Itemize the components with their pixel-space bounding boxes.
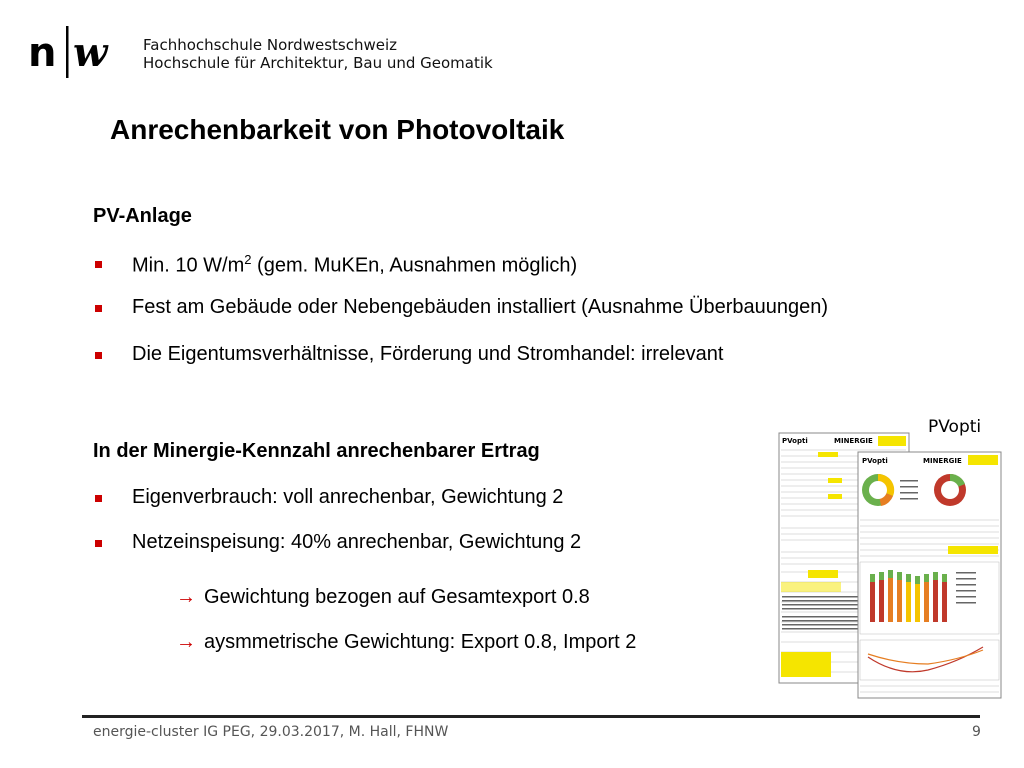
section-heading-minergie: In der Minergie-Kennzahl anrechenbarer Ertrag	[93, 440, 540, 462]
arrow-point	[176, 586, 590, 609]
institution-line-2: Hochschule für Architektur, Bau und Geomatik	[143, 54, 493, 72]
institution-name	[143, 36, 493, 72]
arrow-right-icon: →	[176, 586, 196, 608]
arrow-right-icon: →	[176, 631, 196, 653]
institution-line-1: Fachhochschule Nordwestschweiz	[143, 36, 397, 54]
bullet-text-suffix: (gem. MuKEn, Ausnahmen möglich)	[251, 254, 578, 277]
back-sheet-title: PVopti	[782, 437, 808, 445]
bullet-text: Die Eigentumsverhältnisse, Förderung und Stromhandel: irrelevant	[132, 343, 724, 365]
bullet-square-icon	[95, 540, 102, 547]
footer-divider	[82, 715, 980, 718]
bullet-text: Eigenverbrauch: voll anrechenbar, Gewichtung 2	[132, 486, 564, 508]
pvopti-label: PVopti	[928, 417, 982, 437]
arrow-point-text: Gewichtung bezogen auf Gesamtexport 0.8	[204, 586, 590, 608]
arrow-point-text: aysmmetrische Gewichtung: Export 0.8, Import 2	[204, 631, 637, 653]
footer-text: energie-cluster IG PEG, 29.03.2017, M. Hall, FHNW	[93, 724, 449, 740]
bullet-text: Min. 10 W/m	[132, 254, 245, 277]
pvopti-screenshot	[778, 432, 1003, 700]
svg-text:w: w	[73, 29, 108, 76]
arrow-point	[176, 631, 636, 654]
back-sheet-brand: MINERGIE	[834, 437, 873, 445]
page-number: 9	[972, 724, 981, 740]
section-heading-pv-anlage: PV-Anlage	[93, 205, 192, 227]
bullet-text: Fest am Gebäude oder Nebengebäuden installiert (Ausnahme Überbauungen)	[132, 296, 829, 318]
fhnw-logo	[28, 22, 123, 84]
front-sheet	[858, 452, 1001, 698]
bullet-square-icon	[95, 305, 102, 312]
bullet-square-icon	[95, 261, 102, 268]
svg-text:n: n	[28, 30, 57, 76]
bullet-square-icon	[95, 352, 102, 359]
front-sheet-title: PVopti	[862, 457, 888, 465]
front-sheet-brand: MINERGIE	[923, 457, 962, 465]
slide-title: Anrechenbarkeit von Photovoltaik	[110, 114, 565, 145]
superscript: 2	[244, 252, 252, 267]
bullet-square-icon	[95, 495, 102, 502]
bullet-text: Netzeinspeisung: 40% anrechenbar, Gewichtung 2	[132, 531, 582, 553]
